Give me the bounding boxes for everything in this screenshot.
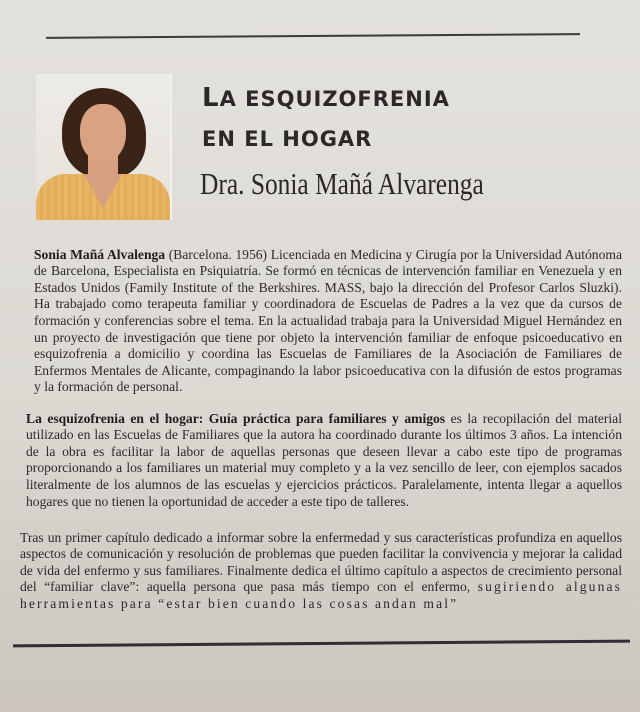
- title-line-2: EN EL HOGAR: [202, 127, 373, 151]
- author-photo: [36, 74, 172, 220]
- photo-vneck: [84, 174, 122, 208]
- top-rule: [46, 33, 580, 39]
- book-text: es la recopilación del material utilizado en las Escuelas de Familiares que la autora ha coordinado durante los últimos 3 años. La intención de la obra es facilitar la labor de aquellas personas que deseen llevar a cabo este tipo de programas proporcionando a los familiares un material muy completo y a la vez sencillo de leer, con ejemplos sacados literalmente de los alumnos de las escuelas y ejercicios prácticos. Paralelamente, intenta llegar a aquellos hogares que no tienen la oportunidad de acceder a este tipo de talleres.: [26, 410, 622, 509]
- contents-paragraph: [20, 530, 622, 613]
- contents-text: Tras un primer capítulo dedicado a informar sobre la enfermedad y sus características profundiza en aquellos aspectos de comunicación y resolución de problemas que pueden facilitar la convivencia y mejorar la calidad de vida del enfermo y sus familiares. Finalmente dedica el último capítulo a aspectos de crecimiento personal del “familiar clave”: aquella persona que pasa más tiempo con el enfermo,: [20, 529, 622, 595]
- title-initial: L: [202, 83, 220, 113]
- book-title: [202, 78, 450, 159]
- bio-text: (Barcelona. 1956) Licenciada en Medicina y Cirugía por la Universidad Autónoma de Barcelona, Especialista en Psiquiatría. Se formó en técnicas de intervención familiar en Venezuela y en Estados Unidos (Family Institute of the Berkshires. MASS, bajo la dirección del Profesor Carlos Sluzki). Ha trabajado como terapeuta familiar y coordinadora de Escuelas de Padres a la vez que da cursos de formación y conferencias sobre el tema. En la actualidad trabaja para la Universidad Miguel Hernández en un proyecto de investigación que tiene por objeto la intervención familiar de enfoque psicoeducativo en esquizofrenia a domicilio y coordina las Escuelas de Familiares de la Asociación de Familiares de Enfermos Mentales de Alicante, compaginando la labor psicoeducativa con la difusión de estos programas y la formación de personal.: [34, 246, 622, 395]
- bio-name: Sonia Mañá Alvalenga: [34, 246, 166, 262]
- title-line-1-text: A ESQUIZOFRENIA: [219, 87, 450, 111]
- title-line-1: [202, 78, 450, 119]
- contents-last-line: sugiriendo algunas herramientas para “estar bien cuando las cosas andan mal”: [20, 579, 622, 611]
- book-paragraph: [26, 411, 622, 511]
- photo-face: [80, 104, 126, 162]
- bottom-rule: [13, 640, 630, 648]
- author-name: Dra. Sonia Mañá Alvarenga: [200, 166, 484, 201]
- book-title-inline: La esquizofrenia en el hogar: Guía práctica para familiares y amigos: [26, 410, 446, 426]
- bio-paragraph: [34, 247, 622, 396]
